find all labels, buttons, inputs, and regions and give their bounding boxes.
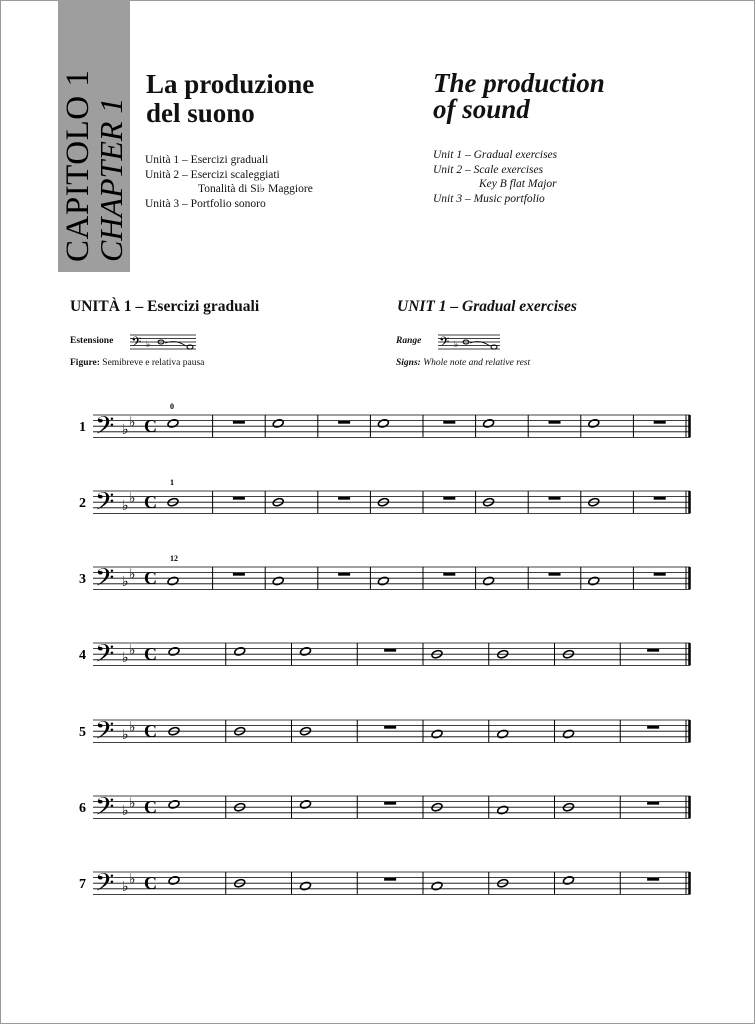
exercise-number: 2 <box>79 496 86 512</box>
flat-icon: ♭ <box>122 421 129 438</box>
whole-rest-icon <box>549 421 561 424</box>
flat-icon: ♭ <box>129 414 136 431</box>
exercise-staff <box>93 796 690 818</box>
svg-text:♭: ♭ <box>454 340 459 350</box>
flat-icon: ♭ <box>129 566 136 583</box>
flat-icon: ♭ <box>122 497 129 514</box>
whole-rest-icon <box>443 573 455 576</box>
svg-text:𝄢: 𝄢 <box>131 334 142 353</box>
whole-note <box>272 419 284 429</box>
bass-clef-icon: 𝄢 <box>95 411 115 447</box>
unit-item: Unit 2 – Scale exercises <box>433 163 544 176</box>
whole-rest-icon <box>654 497 666 500</box>
common-time-icon: C <box>144 797 157 818</box>
whole-note <box>168 876 180 886</box>
figures-value: Semibreve e relativa pausa <box>102 358 205 368</box>
fingering-number: 12 <box>170 554 178 563</box>
whole-rest-icon <box>384 726 396 729</box>
unit-heading-it: UNITÀ 1 – Esercizi graduali <box>70 298 260 315</box>
whole-note <box>483 419 495 429</box>
flat-icon: ♭ <box>122 878 129 895</box>
unit-item-key: Key B flat Major <box>479 178 557 190</box>
whole-note <box>497 805 509 815</box>
svg-text:♭: ♭ <box>146 340 151 350</box>
whole-rest-icon <box>549 497 561 500</box>
whole-note <box>588 576 600 586</box>
fingering-number: 1 <box>170 478 174 487</box>
unit-item: Unità 3 – Portfolio sonoro <box>145 197 266 210</box>
unit-item: Unità 1 – Esercizi graduali <box>145 154 269 166</box>
bass-clef-icon: 𝄢 <box>95 487 115 523</box>
whole-rest-icon <box>338 573 350 576</box>
whole-note <box>167 419 179 429</box>
whole-rest-icon <box>233 421 245 424</box>
whole-rest-icon <box>654 573 666 576</box>
exercise-number: 4 <box>79 648 86 664</box>
exercise-staff <box>93 643 690 665</box>
whole-note <box>272 576 284 586</box>
whole-note <box>299 800 311 810</box>
exercise-number: 7 <box>79 877 86 893</box>
flat-icon: ♭ <box>129 795 136 812</box>
whole-note <box>562 729 574 739</box>
whole-note <box>167 576 179 586</box>
title-line: del suono <box>146 98 255 128</box>
common-time-icon: C <box>144 873 157 894</box>
whole-rest-icon <box>338 497 350 500</box>
flat-icon: ♭ <box>122 573 129 590</box>
whole-rest-icon <box>233 497 245 500</box>
whole-rest-icon <box>654 421 666 424</box>
title-line: of sound <box>433 94 530 124</box>
whole-note <box>168 800 180 810</box>
exercise-number: 3 <box>79 572 86 588</box>
whole-note <box>562 876 574 886</box>
common-time-icon: C <box>144 416 157 437</box>
whole-note <box>299 647 311 657</box>
flat-icon: ♭ <box>129 642 136 659</box>
whole-rest-icon <box>443 421 455 424</box>
whole-rest-icon <box>233 573 245 576</box>
bass-clef-icon: 𝄢 <box>95 716 115 752</box>
whole-rest-icon <box>338 421 350 424</box>
flat-icon: ♭ <box>129 719 136 736</box>
common-time-icon: C <box>144 644 157 665</box>
whole-note <box>168 647 180 657</box>
title-line: La produzione <box>146 69 315 99</box>
exercise-staff <box>93 720 690 742</box>
whole-note <box>483 576 495 586</box>
signs-key: Signs: <box>396 358 421 368</box>
whole-note <box>377 419 389 429</box>
bass-clef-icon: 𝄢 <box>95 792 115 828</box>
whole-rest-icon <box>443 497 455 500</box>
exercise-staff <box>93 415 690 437</box>
unit-item: Unit 3 – Music portfolio <box>433 192 545 205</box>
fingering-number: 0 <box>170 402 174 411</box>
whole-note <box>431 881 443 891</box>
exercise-number: 5 <box>79 725 86 741</box>
chapter-label-it: CAPITOLO 1 <box>59 69 96 262</box>
range-label-en: Range <box>396 336 422 346</box>
whole-rest-icon <box>384 878 396 881</box>
bass-clef-icon: 𝄢 <box>95 868 115 904</box>
unit-item-key: Tonalità di Si♭ Maggiore <box>198 183 313 195</box>
flat-icon: ♭ <box>122 649 129 666</box>
flat-icon: ♭ <box>129 871 136 888</box>
whole-note <box>588 419 600 429</box>
flat-icon: ♭ <box>122 802 129 819</box>
bass-clef-icon: 𝄢 <box>95 639 115 675</box>
exercise-number: 1 <box>79 420 86 436</box>
exercise-staff <box>93 491 690 513</box>
signs-value: Whole note and relative rest <box>423 358 531 368</box>
whole-note <box>431 729 443 739</box>
svg-text:𝄢: 𝄢 <box>439 334 450 353</box>
whole-rest-icon <box>549 573 561 576</box>
bass-clef-icon: 𝄢 <box>95 563 115 599</box>
unit-item: Unità 2 – Esercizi scaleggiati <box>145 168 280 181</box>
whole-note <box>234 647 246 657</box>
whole-rest-icon <box>647 802 659 805</box>
whole-rest-icon <box>384 802 396 805</box>
whole-note <box>497 729 509 739</box>
common-time-icon: C <box>144 492 157 513</box>
flat-icon: ♭ <box>129 490 136 507</box>
unit-heading-en: UNIT 1 – Gradual exercises <box>397 298 577 315</box>
figures-key: Figure: <box>70 358 100 368</box>
title-line: The production <box>433 68 605 98</box>
whole-note <box>299 881 311 891</box>
whole-rest-icon <box>647 726 659 729</box>
unit-item: Unit 1 – Gradual exercises <box>433 149 558 161</box>
exercise-number: 6 <box>79 801 86 817</box>
whole-rest-icon <box>647 649 659 652</box>
exercise-staff <box>93 872 690 894</box>
chapter-label-en: CHAPTER 1 <box>92 97 129 262</box>
common-time-icon: C <box>144 568 157 589</box>
whole-rest-icon <box>384 649 396 652</box>
common-time-icon: C <box>144 721 157 742</box>
range-label-it: Estensione <box>70 336 114 346</box>
exercise-staff <box>93 567 690 589</box>
whole-note <box>377 576 389 586</box>
flat-icon: ♭ <box>122 726 129 743</box>
whole-rest-icon <box>647 878 659 881</box>
